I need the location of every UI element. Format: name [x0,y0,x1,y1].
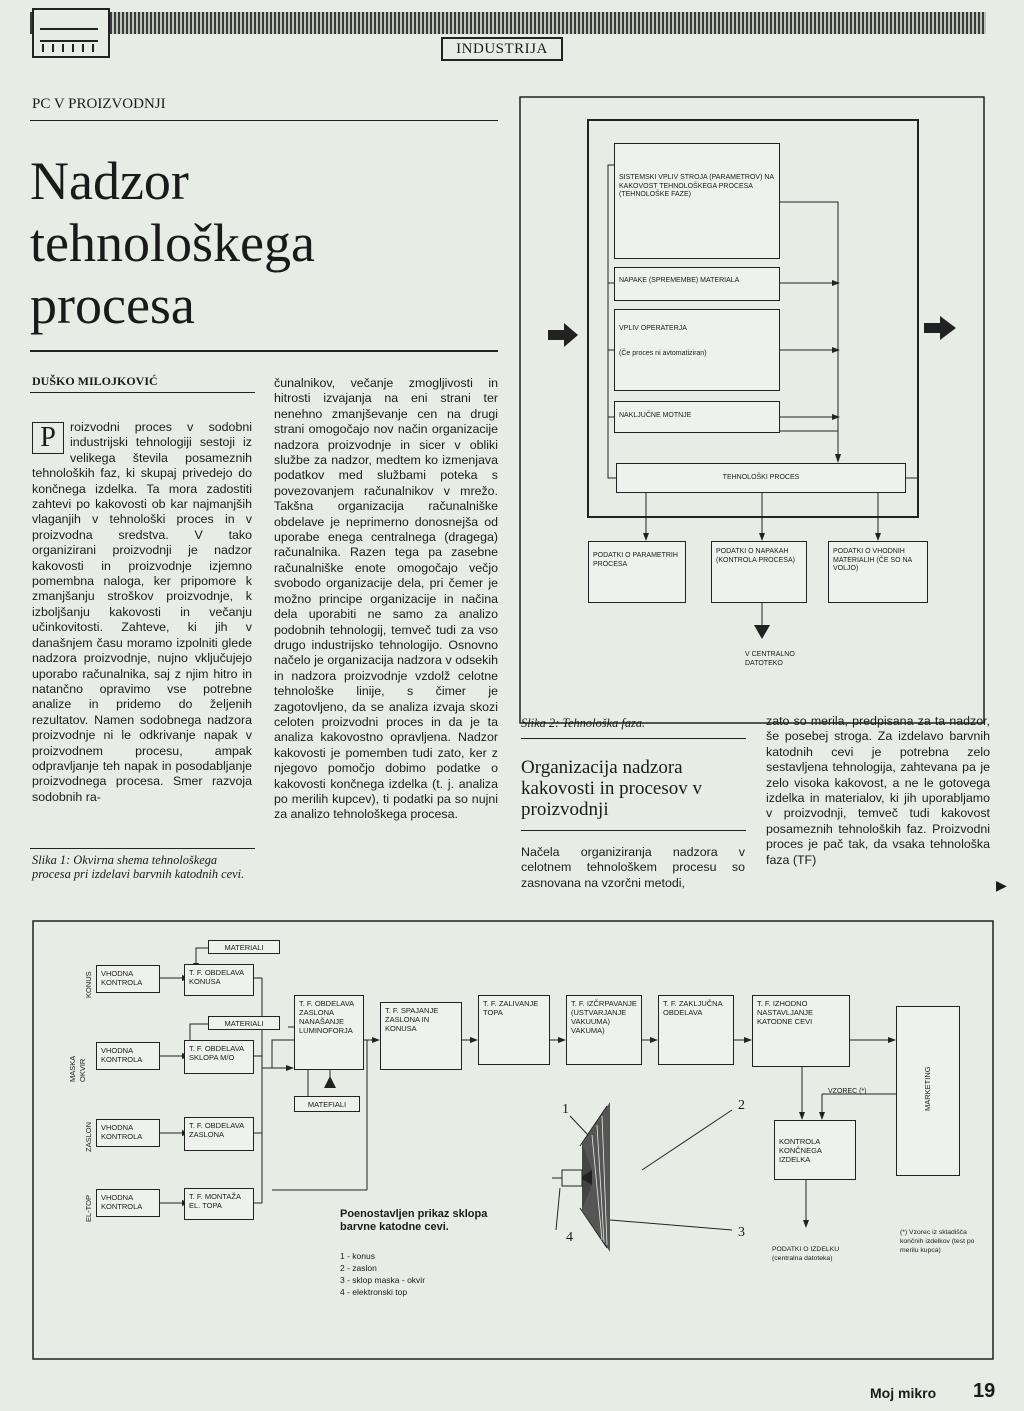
figure-2-diagram [518,95,986,725]
tf-spajanje-box: T. F. SPAJANJE ZASLONA IN KONUSA [380,1002,462,1070]
tf-maska-box: T. F. OBDELAVA SKLOPA M/O [184,1040,254,1074]
process-parameters-box: PODATKI O PARAMETRIH PROCESA [588,541,686,603]
figure-1-caption: Slika 1: Okvirna shema tehnološkega procesa pri izdelavi barvnih katodnih cevi. [32,853,245,881]
article-column-2: čunalnikov, večanje zmogljivosti in hitrosti izvajanja na eni strani ter nenehno zmanjševanje cen na drugi strani omogočajo nov način organizacije nadzora proizvodnje in sicer v obliki službe za nadzor, medtem ko izmenjava podatkov med službami poteka s povezovanjem računalnikov v mrežo. Takšna organizacija računalniške obdelave je neprimerno donosnejša od uporabe enega centralnega (dragega) računalnika. Razen tega pa zasebne računalniške enote omogočajo večjo svobodo organizacije dela, pri čemer je možno principe organizacije in načina dela uporabiti ne samo za analizo podobnih tehnologij, temveč tudi za vso drugo industrijsko tehnologijo. Osnovno načelo je organizacija nadzora v odsekih in nadzora proizvodnje vzdolž celotne tehnološke linije, s čimer je zagotovljeno, da se analiza izvaja skozi celoten proizvodni proces in da je ta analiza kakovostno opravljena. Nadzor kakovosti je pomemben tudi zato, ker z njegovo pomočjo dobimo podatke o kakovosti končnega izdelka (t. j. analiza po merilih kupcev), ti podatki pa so nujni za analizo tehnološkega procesa. [274,376,498,822]
column-1-text: roizvodni proces v sodobni industrijski tehnologiji sestoji iz velikega števila posameznih tehnoloških faz, ki skupaj privedejo do končnega izdelka. Ta mora zadostiti zahtevi po kakovosti ob kar najmanjših vlaganjih v tehnološki proces in v proizvodna sredstva. V tako organizirani proizvodnji je nadzor kakovosti in proizvodnje izjemno pomembna naloga, ker pripomore k zmanjšanju stroškov proizvodnje, k izboljšanju kakovosti in večanju učinkovitosti. Zahteve, ki jih v današnjem času moramo izpolniti glede nadzora proizvodnje, nujno vključujejo uporabo računalnika, saj z njim hitro in natančno opravimo vse potrebne analize in pridemo do željenih rezultatov. Namen sodobnega nadzora proizvodnje ni le odkrivanje napak v proizvodnem procesu, ampak odpravljanje teh napak in posodabljanje proizvodnega procesa. Smer razvoja sodobnih ra- [32,420,252,804]
input-control-box-konus: VHODNA KONTROLA [96,965,160,993]
input-control-box-el-top: VHODNA KONTROLA [96,1189,160,1217]
continue-arrow-icon: ▶ [996,877,1007,893]
magazine-brand: Moj mikro [870,1385,937,1401]
material-defects-box: NAPAKE (SPREMEMBE) MATERIALA [614,267,780,301]
tf-izcrpavanje-box: T. F. IZČRPAVANJE (USTVARJANJE VAKUUMA) VAKUMA) [566,995,642,1065]
input-control-box-maska: VHODNA KONTROLA [96,1042,160,1070]
tube-legend [340,1250,520,1298]
legend-item: 1 - konus [340,1251,375,1261]
operator-influence-note: (Če proces ni avtomatiziran) [619,349,707,357]
tf-zaslon-box: T. F. OBDELAVA ZASLONA [184,1117,254,1151]
dropcap: P [32,422,64,454]
page-number: 19 [973,1380,996,1402]
defect-data-box: PODATKI O NAPAKAH (KONTROLA PROCESA) [711,541,807,603]
article-title [30,150,500,336]
tube-number-1: 1 [562,1102,569,1117]
heading-rule [521,830,746,831]
caption1-rule [30,848,255,849]
section-heading: Organizacija nadzora kakovosti in procesov v proizvodnji [521,757,703,820]
tube-number-4: 4 [566,1230,573,1245]
legend-item: 2 - zaslon [340,1263,377,1273]
tf-zakljucna-box: T. F. ZAKLJUČNA OBDELAVA [658,995,734,1065]
operator-influence-label: VPLIV OPERATERJA [619,325,687,332]
article-column-3: Načela organiziranja nadzora v celotnem tehnološkem procesu so zasnovana na vzorčni metodi, [521,845,745,890]
tf-izhodno-box: T. F. IZHODNO NASTAVLJANJE KATODNE CEVI [752,995,850,1067]
materials-box-bottom: MATEFIALI [294,1096,360,1112]
cathode-tube-drawing [552,1102,732,1252]
tube-number-3: 3 [738,1225,745,1240]
technological-process-box: TEHNOLOŠKI PROCES [616,463,906,493]
section-logo-icon [32,8,110,58]
tube-number-2: 2 [738,1098,745,1113]
kicker-rule [30,120,498,121]
materials-box-top: MATERIALI [208,940,280,954]
marketing-label: MARKETING [923,1066,932,1111]
title-line-2: tehnološkega [30,213,315,273]
legend-item: 3 - sklop maska - okvir [340,1275,426,1285]
figure-2-caption: Slika 2: Tehnološka faza. [521,716,646,730]
row-label-maska-okvir: MASKA OKVIR [68,1056,87,1082]
kicker: PC V PROIZVODNJI [32,96,166,112]
article-column-1 [32,420,252,805]
title-line-3: procesa [30,275,195,335]
input-control-box-zaslon: VHODNA KONTROLA [96,1119,160,1147]
tf-el-top-box: T. F. MONTAŽA EL. TOPA [184,1188,254,1220]
row-label-zaslon: ZASLON [84,1121,93,1152]
author: DUŠKO MILOJKOVIĆ [32,374,158,388]
product-data-label: PODATKI O IZDELKU (centralna datoteka) [772,1246,840,1262]
legend-item: 4 - elektronski top [340,1287,408,1297]
figure-1-diagram [32,920,994,1360]
operator-influence-box [614,309,780,391]
article-column-4: zato so merila, predpisana za ta nadzor, še posebej stroga. Za izdelavo barvnih katodnih cevi je potrebna zelo sestavljena tehnologija, zahtevana pa je zelo visoka kakovost, a ne le gotovega izdelka in materialov, ki jih uporabljamo v proizvodnji, temveč tudi kakovost posameznih tehnoloških faz. Proizvodni proces je pač tak, da vsaka tehnološka faza (TF) [766,714,990,867]
system-influence-box: SISTEMSKI VPLIV STROJA (PARAMETROV) NA KAKOVOST TEHNOLOŠKEGA PROCESA (TEHNOLOŠKE FAZE) [614,143,780,259]
input-materials-box: PODATKI O VHODNIH MATERIALIH (ČE SO NA VOLJO) [828,541,928,603]
final-control-box: KONTROLA KONČNEGA IZDELKA [774,1120,856,1180]
row-label-el-top: EL-TOP [84,1195,93,1222]
tf-luminofor-box: T. F. OBDELAVA ZASLONA NANAŠANJE LUMINOFORJA [294,995,364,1070]
materials-box-middle: MATERIALI [208,1016,280,1030]
sample-label: VZOREC (*) [828,1088,867,1095]
title-line-1: Nadzor [30,151,189,211]
title-rule [30,350,498,352]
central-file-label: V CENTRALNO DATOTEKO [745,651,795,667]
sample-note: (*) Vzorec iz skladišča končnih izdelkov (test po merilu kupca) [900,1229,975,1254]
author-rule [30,392,255,393]
top-decorative-bar [30,12,986,34]
tube-title: Poenostavljen prikaz sklopa barvne katodne cevi. [340,1208,488,1233]
caption2-rule [521,738,746,739]
tf-konus-box: T. F. OBDELAVA KONUSA [184,964,254,996]
marketing-box [896,1006,960,1176]
random-disturbances-box: NAKLJUČNE MOTNJE [614,401,780,433]
section-tag: INDUSTRIJA [441,37,563,61]
tf-zalivanje-box: T. F. ZALIVANJE TOPA [478,995,550,1065]
row-label-konus: KONUS [84,971,93,998]
